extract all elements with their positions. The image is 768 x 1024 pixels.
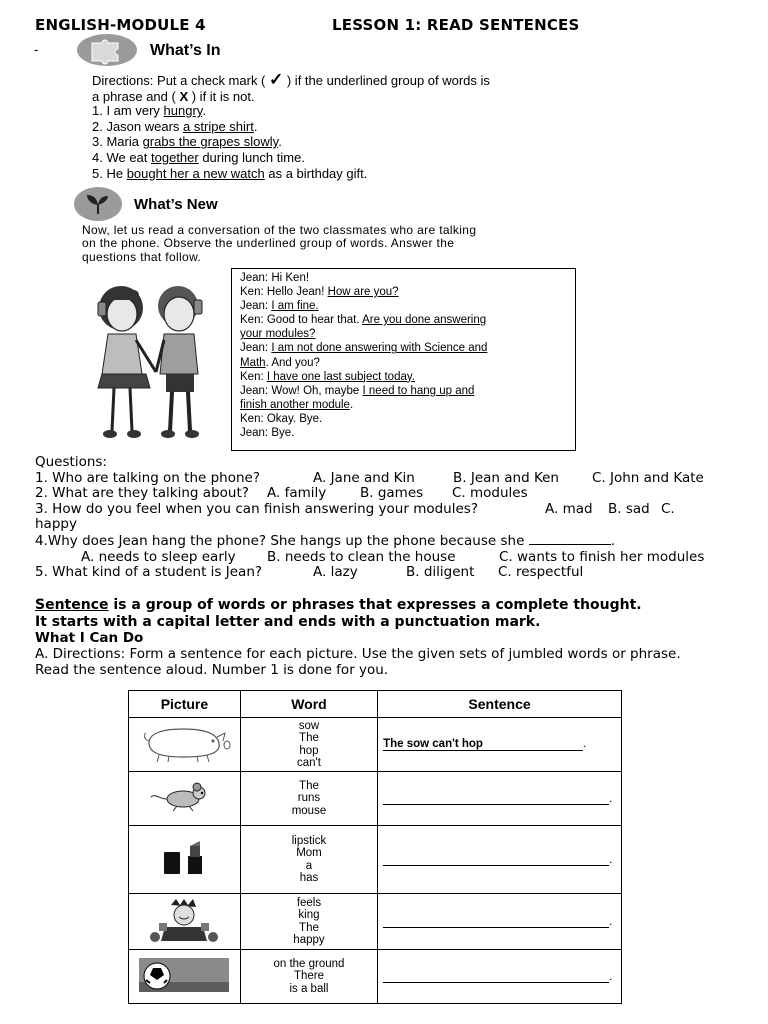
questions-section [35,455,735,581]
conversation-line: Ken: Good to hear that. Are you done answering [240,314,487,327]
conversation-line: Math. And you? [240,356,320,369]
dash-mark: - [34,42,39,57]
module-title: ENGLISH-MODULE 4 [35,16,206,34]
puzzle-icon [76,33,138,71]
lipstick-image [129,826,241,894]
ball-image [129,950,241,1004]
table-row [129,772,622,826]
directions-text: Read the sentence aloud. Number 1 is done for you. [35,661,389,678]
definition-text: It starts with a capital letter and ends with a punctuation mark. [35,614,541,630]
table-header-row [129,691,622,718]
answer-blank[interactable] [383,970,609,983]
example-sentence: The sow can't hop [383,738,583,751]
question-4: 4.Why does Jean hang the phone? She hangs up the phone because she . [35,532,615,549]
answer-blank[interactable] [383,915,609,928]
paragraph-line: questions that follow. [82,249,202,264]
pig-image [129,718,241,772]
directions-text: a phrase and ( [92,88,180,104]
conversation-line: your modules? [240,328,316,341]
sentence-cell[interactable]: . [378,894,622,950]
definition-text: is a group of words or phrases that expresses a complete thought. [108,597,642,613]
sentence-cell[interactable]: . [378,772,622,826]
table-row [129,718,622,772]
jumbled-words: The runs mouse [240,772,377,826]
directions-text: ) if it is not. [188,88,255,104]
conversation-line: Jean: I am fine. [240,300,319,313]
what-i-can-do-title: What I Can Do [35,630,144,646]
whats-new-paragraph [82,224,552,264]
conversation-line: Ken: Okay. Bye. [240,412,323,425]
jumbled-words: lipstick Mom a has [240,826,377,894]
question-5: 5. What kind of a student is Jean? A. lazy B. diligent C. respectful [35,564,584,581]
exercise-table [128,690,622,1004]
answer-blank[interactable] [383,792,609,805]
list-item: 5. He bought her a new watch as a birthday gift. [92,165,368,181]
list-item: 3. Maria grabs the grapes slowly. [92,134,282,150]
king-image [129,894,241,950]
conversation-line: Jean: Hi Ken! [240,272,310,284]
question-3-wrap: happy [35,516,77,533]
question-4-options: A. needs to sleep early B. needs to clean the house C. wants to finish her modules [81,548,705,565]
conversation-line: Ken: I have one last subject today. [240,370,415,383]
plant-icon [73,186,123,226]
sentence-cell: The sow can't hop . [378,718,622,772]
what-i-can-do-directions [35,647,755,678]
jumbled-words: on the ground There is a ball [240,950,377,1004]
answer-blank[interactable] [529,533,611,545]
whats-new-title: What’s New [134,196,218,213]
whats-in-directions [92,72,592,104]
conversation-line: finish another module. [240,398,354,411]
sentence-definition [35,597,755,631]
paragraph-line: on the phone. Observe the underlined group of words. Answer the [82,236,455,251]
jumbled-words: sow The hop can't [240,718,377,772]
question-3: 3. How do you feel when you can finish answering your modules? A. mad B. sad C. [35,500,675,517]
sentence-cell[interactable]: . [378,950,622,1004]
jumbled-words: feels king The happy [240,894,377,950]
mouse-image [129,772,241,826]
answer-blank[interactable] [383,853,609,866]
questions-heading: Questions: [35,454,107,470]
table-row [129,826,622,894]
x-mark: X [179,88,189,104]
whats-in-items [92,103,367,182]
question-2: 2. What are they talking about? A. family B. games C. modules [35,485,528,502]
conversation-line: Jean: I am not done answering with Science and [240,342,488,355]
lesson-title: LESSON 1: READ SENTENCES [332,16,580,34]
conversation-box [231,268,576,451]
whats-in-title: What’s In [150,42,221,59]
list-item: 4. We eat together during lunch time. [92,150,305,166]
conversation-line: Ken: Hello Jean! How are you? [240,286,399,299]
list-item: 1. I am very hungry. [92,103,206,118]
sentence-cell[interactable]: . [378,826,622,894]
directions-text: Directions: Put a check mark ( [92,73,269,88]
definition-term: Sentence [35,597,109,613]
conversation-line: Jean: Wow! Oh, maybe I need to hang up and [240,384,475,397]
table-row [129,950,622,1004]
table-row [129,894,622,950]
check-mark-icon: ✓ [269,70,284,89]
directions-text: A. Directions: Form a sentence for each picture. Use the given sets of jumbled words or phrase. [35,646,681,662]
question-1: 1. Who are talking on the phone? A. Jane and Kin B. Jean and Ken C. John and Kate [35,469,704,486]
column-header: Sentence [378,691,622,718]
list-item: 2. Jason wears a stripe shirt. [92,118,258,134]
paragraph-line: Now, let us read a conversation of the two classmates who are talking [82,223,477,237]
children-on-phone-image [86,276,216,448]
column-header: Picture [129,691,241,718]
conversation-line: Jean: Bye. [240,427,295,440]
directions-text: ) if the underlined group of words is [283,73,490,88]
column-header: Word [240,691,377,718]
